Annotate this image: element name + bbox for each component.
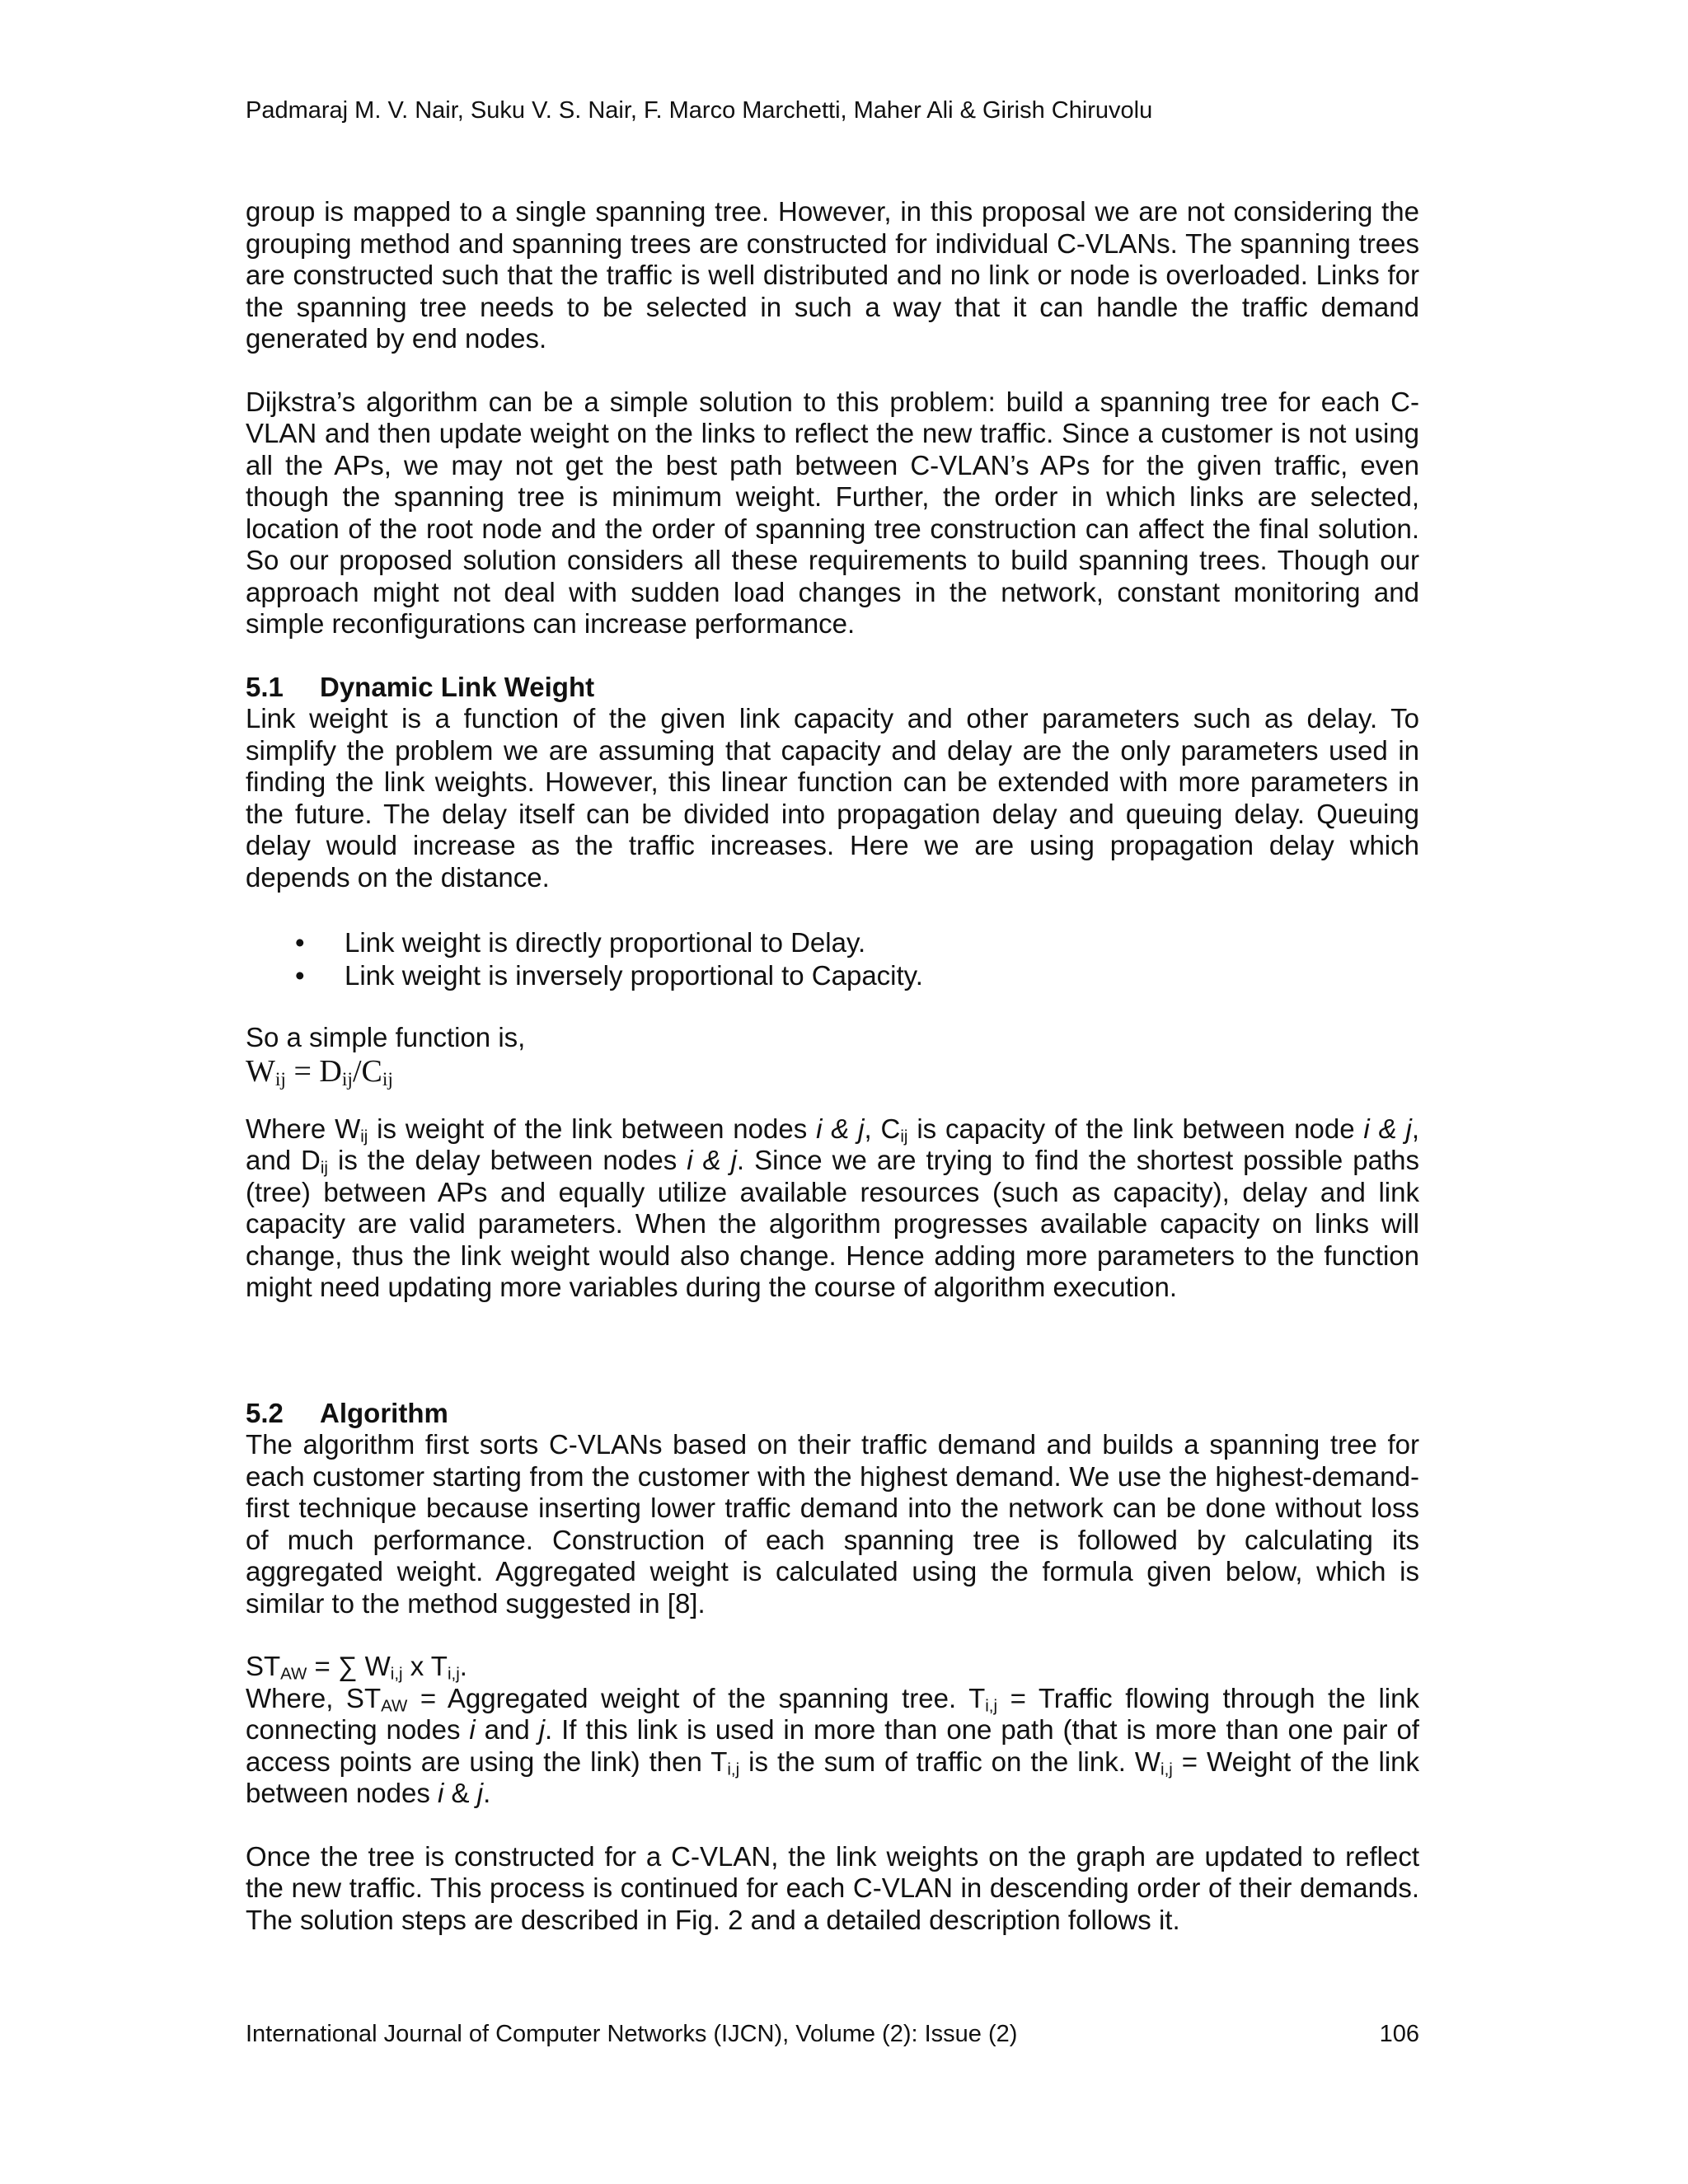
paragraph-grouping: group is mapped to a single spanning tree. However, in this proposal we are not considering the grouping method and spanning trees are constructed for individual C-VLANs. The spanning trees are constructed such that the traffic is well distributed and no link or node is overloaded. Links for the spanning tree needs to be selected in such a way that it can handle the traffic demand generated by end nodes. xyxy=(246,196,1419,354)
bullet-item: • Link weight is directly proportional to Delay. xyxy=(246,926,1419,959)
page-number: 106 xyxy=(1379,2021,1419,2047)
section-heading-5-1 xyxy=(246,672,1419,704)
aggregated-weight-formula: $ST_{AW}$ = ∑ $W_{i,j}$ x $T_{i,j}$. xyxy=(246,1651,467,1684)
section-5-1 xyxy=(246,672,1419,1304)
paragraph-link-weight: Link weight is a function of the given link capacity and other parameters such as delay. To simplify the problem we are assuming that capacity and delay are the only parameters used in finding the link weights. However, this linear function can be extended with more parameters in the future. The delay itself can be divided into propagation delay and queuing delay. Queuing delay would increase as the traffic increases. Here we are using propagation delay which depends on the distance. xyxy=(246,703,1419,893)
running-head-authors: Padmaraj M. V. Nair, Suku V. S. Nair, F. Marco Marchetti, Maher Ali & Girish Chiruvolu xyxy=(246,97,1153,124)
footer-journal: International Journal of Computer Networks (IJCN), Volume (2): Issue (2) xyxy=(246,2021,1018,2047)
paragraph-dijkstra: Dijkstra’s algorithm can be a simple solution to this problem: build a spanning tree for each C-VLAN and then update weight on the links to reflect the new traffic. Since a customer is not using all the APs, we may not get the best path between C-VLAN’s APs for the given traffic, even though the spanning tree is minimum weight. Further, the order in which links are selected, location of the root node and the order of spanning tree construction can affect the final solution. So our proposed solution considers all these requirements to build spanning trees. Though our approach might not deal with sudden load changes in the network, constant monitoring and simple reconfigurations can increase performance. xyxy=(246,386,1419,639)
section-title: Algorithm xyxy=(320,1397,448,1428)
section-title: Dynamic Link Weight xyxy=(320,671,595,702)
section-5-2 xyxy=(246,1398,1419,1937)
bullet-list xyxy=(246,926,1419,992)
link-weight-formula: $W_{ij} = D_{ij}/C_{ij}$ xyxy=(246,1053,393,1090)
section-number: 5.2 xyxy=(246,1397,284,1428)
section-number: 5.1 xyxy=(246,671,284,702)
function-intro: So a simple function is, xyxy=(246,1022,526,1052)
paragraph-closing: Once the tree is constructed for a C-VLAN, the link weights on the graph are updated to reflect the new traffic. This process is continued for each C-VLAN in descending order of their demands. The solution steps are described in Fig. 2 and a detailed description follows it. xyxy=(246,1840,1419,1935)
paragraph-algorithm: The algorithm first sorts C-VLANs based on their traffic demand and builds a spanning tree for each customer starting from the customer with the highest demand. We use the highest-demand-first technique because inserting lower traffic demand into the network can be done without loss of much performance. Construction of each spanning tree is followed by calculating its aggregated weight. Aggregated weight is calculated using the formula given below, which is similar to the method suggested in [8]. xyxy=(246,1429,1419,1619)
main-content xyxy=(246,196,1419,1936)
paragraph-where-weight: Where $W_{ij}$ is weight of the link between nodes i & j, $C_{ij}$ is capacity of the link between node i & j, and $D_{ij}$ is the delay between nodes i & j. Since we are trying to find the shortest possible paths (tree) between APs and equally utilize available resources (such as capacity), delay and link capacity are valid parameters. When the algorithm progresses available capacity on links will change, thus the link weight would also change. Hence adding more parameters to the function might need updating more variables during the course of algorithm execution. xyxy=(246,1113,1420,1302)
section-heading-5-2 xyxy=(246,1398,1419,1430)
page-footer xyxy=(246,2021,1419,2048)
bullet-item: • Link weight is inversely proportional to Capacity. xyxy=(246,959,1419,992)
paragraph-where-aggregated: Where, $ST_{AW}$ = Aggregated weight of the spanning tree. $T_{i,j}$ = Traffic flowing through the link connecting nodes i and j. If this link is used in more than one path (that is more than one pair of access points are using the link) then $T_{i,j}$ is the sum of traffic on the link. $W_{i,j}$ = Weight of the link between nodes i & j. xyxy=(246,1682,1420,1808)
